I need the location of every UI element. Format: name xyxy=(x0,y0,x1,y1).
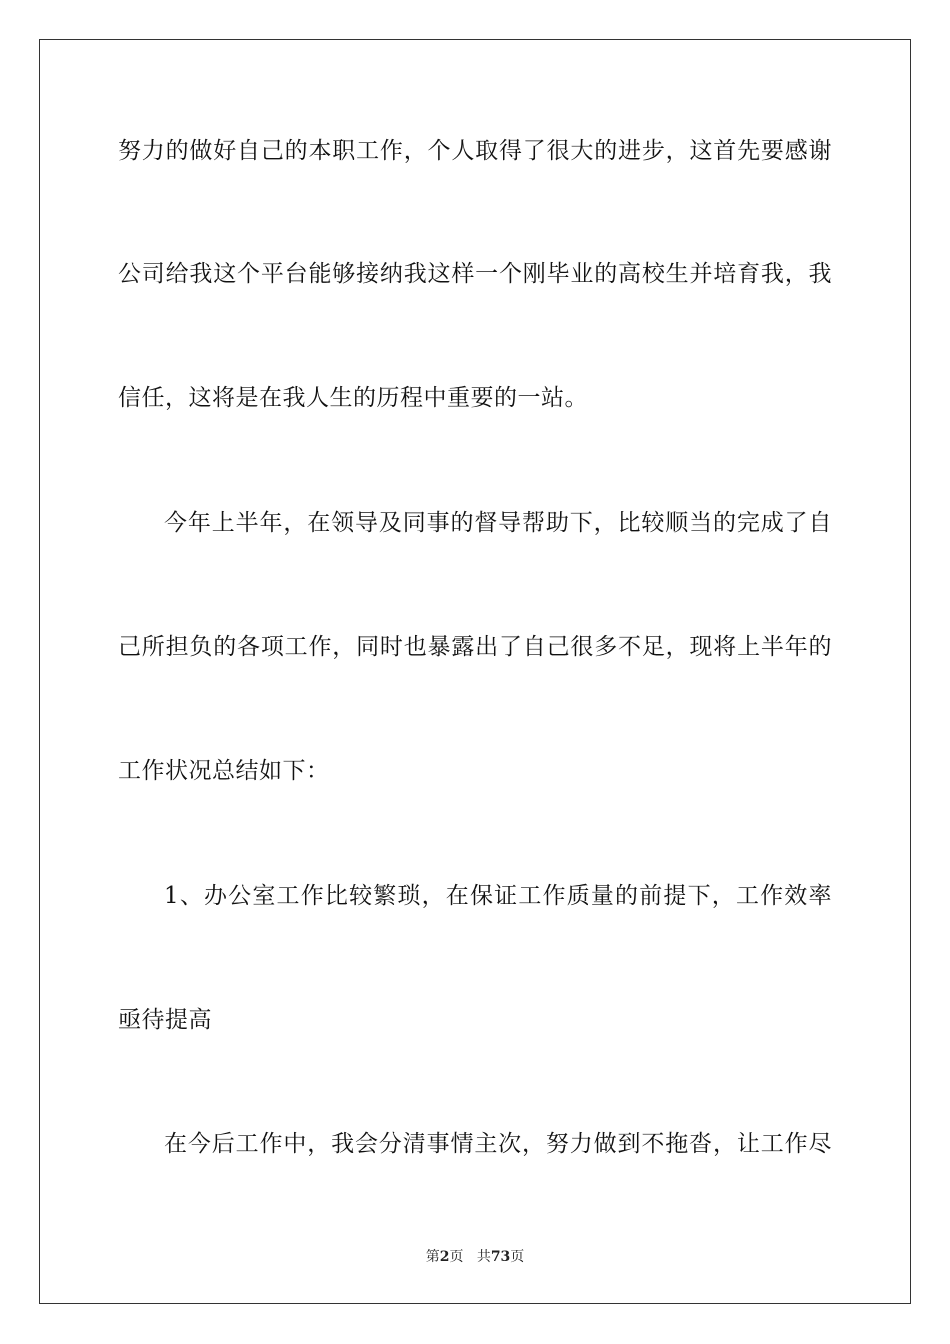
page-number: 2 xyxy=(439,1249,450,1265)
paragraph-2-line-3: 工作状况总结如下： xyxy=(118,758,330,784)
paragraph-1-line-1: 努力的做好自己的本职工作，个人取得了很大的进步，这首先要感谢 xyxy=(118,138,832,164)
total-pages: 73 xyxy=(490,1249,511,1265)
total-prefix: 共 xyxy=(476,1249,491,1265)
paragraph-1-line-3: 信任，这将是在我人生的历程中重要的一站。 xyxy=(118,385,588,411)
page-suffix: 页 xyxy=(449,1249,464,1265)
paragraph-1-line-2: 公司给我这个平台能够接纳我这样一个刚毕业的高校生并培育我，我 xyxy=(118,261,832,287)
page-border xyxy=(39,39,911,1304)
total-suffix: 页 xyxy=(510,1249,525,1265)
paragraph-3-line-1: 1、办公室工作比较繁琐，在保证工作质量的前提下，工作效率 xyxy=(164,883,832,909)
paragraph-2-line-1: 今年上半年，在领导及同事的督导帮助下，比较顺当的完成了自 xyxy=(164,510,832,536)
paragraph-4-line-1: 在今后工作中，我会分清事情主次，努力做到不拖沓，让工作尽 xyxy=(164,1131,832,1157)
page-footer xyxy=(0,1248,950,1266)
paragraph-3-line-2: 亟待提高 xyxy=(118,1007,212,1033)
page-prefix: 第 xyxy=(425,1249,440,1265)
paragraph-2-line-2: 己所担负的各项工作，同时也暴露出了自己很多不足，现将上半年的 xyxy=(118,634,832,660)
